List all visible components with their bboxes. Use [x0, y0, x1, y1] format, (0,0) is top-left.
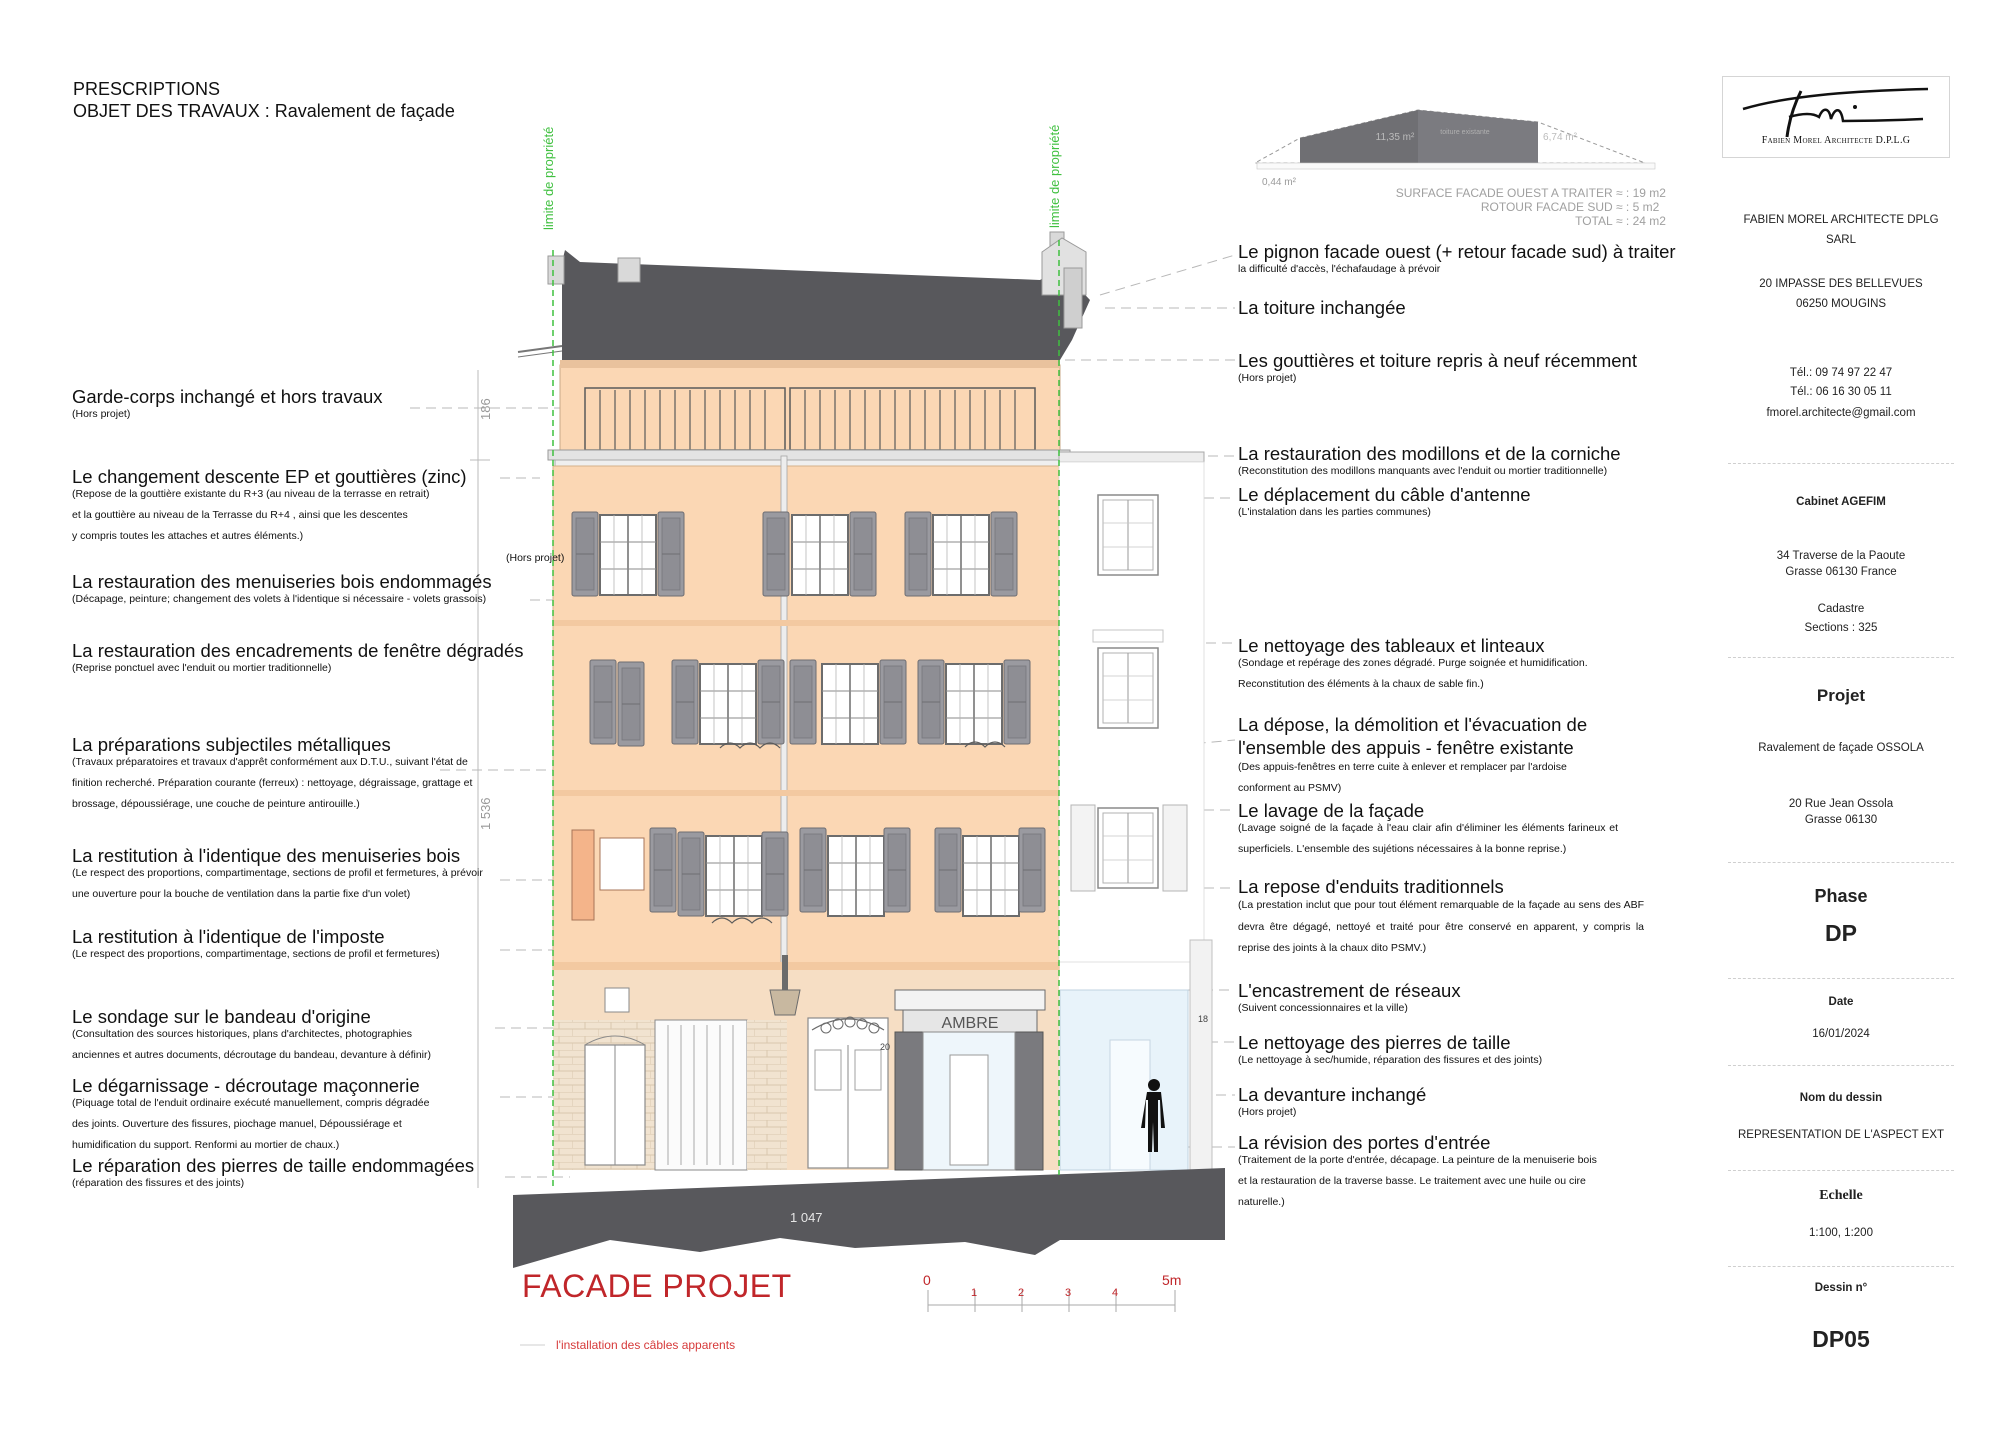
client-name: Cabinet AGEFIM	[1796, 496, 1886, 508]
right-label-9-title: La repose d'enduits traditionnels	[1238, 876, 1504, 897]
drawing-no: DP05	[1812, 1326, 1870, 1352]
divider	[1728, 1266, 1954, 1267]
left-label-8-sub-2: anciennes et autres documents, décroutage du bandeau, devanture à définir)	[72, 1049, 431, 1061]
header-line-1: PRESCRIPTIONS	[73, 79, 221, 99]
street-number-left: 20	[880, 1042, 891, 1052]
left-label-1-title: Garde-corps inchangé et hors travaux	[72, 386, 383, 407]
dim-top-height: 186	[478, 398, 493, 420]
scale-tick-1: 1	[971, 1287, 978, 1299]
left-label-3-sub-1: (Décapage, peinture; changement des volets à l'identique si nécessaire - volets grassois)	[72, 593, 487, 605]
scale-bar	[923, 1272, 1181, 1312]
left-label-2-sub-3: y compris toutes les attaches et autres éléments.)	[72, 530, 304, 542]
left-label-4-sub-1: (Reprise ponctuel avec l'enduit ou mortier traditionnelle)	[72, 662, 332, 674]
cadastre-sections: Sections : 325	[1804, 622, 1878, 634]
left-label-8-sub-1: (Consultation des sources historiques, plans d'architectes, photographies	[72, 1028, 412, 1040]
architect-logo	[1722, 76, 1950, 158]
left-label-2-sub-2: et la gouttière au niveau de la Terrasse du R+4 , ainsi que les descentes	[72, 509, 408, 521]
divider	[1728, 978, 1954, 979]
right-label-2-title: La toiture inchangée	[1238, 297, 1406, 318]
right-label-10-sub-1: (Suivent concessionnaires et la ville)	[1238, 1002, 1408, 1014]
date-label: Date	[1828, 996, 1854, 1008]
right-label-13-title: La révision des portes d'entrée	[1238, 1132, 1491, 1153]
right-label-1-sub-1: la difficulté d'accès, l'échafaudage à prévoir	[1238, 263, 1441, 275]
right-label-12-sub-1: (Hors projet)	[1238, 1106, 1297, 1118]
left-label-9-sub-2: des joints. Ouverture des fissures, piochage manuel, Dépoussiérage et	[72, 1118, 402, 1130]
firm-tel-2: Tél.: 06 16 30 05 11	[1790, 386, 1892, 398]
drawing-name-label: Nom du dessin	[1799, 1092, 1883, 1104]
left-label-9-title: Le dégarnissage - décroutage maçonnerie	[72, 1075, 420, 1096]
right-label-7-sub-2: conforment au PSMV)	[1238, 782, 1342, 794]
dim-facade-height: 1 536	[478, 797, 493, 830]
scale-value: 1:100, 1:200	[1809, 1227, 1873, 1239]
left-label-5-sub-3: brossage, dépoussiérage, une couche de peinture antirouille.)	[72, 798, 360, 810]
right-label-8-sub-1: (Lavage soigné de la façade à l'eau clair afin d'éliminer les éléments farineux et superficiels. L'ensemble des sujétions nécessaires à la bonne reprise.)	[1238, 822, 1618, 855]
right-label-4-sub-1: (Reconstitution des modillons manquants avec l'enduit ou mortier traditionnelle)	[1238, 465, 1608, 477]
surface-table	[1380, 186, 1690, 228]
right-label-4-title: La restauration des modillons et de la corniche	[1238, 443, 1621, 464]
street-width-dim: 1 047	[790, 1210, 823, 1225]
drawing-title: FACADE PROJET	[522, 1268, 792, 1304]
phase-label: Phase	[1814, 886, 1868, 906]
projet-label: Projet	[1816, 686, 1866, 705]
roof-slope-label: toiture existante	[1440, 129, 1490, 136]
roof-area-left: 11,35 m²	[1375, 132, 1415, 143]
left-label-2-title: Le changement descente EP et gouttières (zinc)	[72, 466, 467, 487]
right-label-13-sub-1: (Traitement de la porte d'entrée, décapage. La peinture de la menuiserie bois	[1238, 1154, 1597, 1166]
left-label-3-title: La restauration des menuiseries bois endommagés	[72, 571, 492, 592]
client-address-2: Grasse 06130 France	[1785, 566, 1897, 578]
left-label-9-sub-3: humidification du support. Renformi au mortier de chaux.)	[72, 1139, 340, 1151]
left-label-5-sub-1: (Travaux préparatoires et travaux d'apprêt conformément aux D.T.U., suivant l'état de	[72, 756, 468, 768]
projet-address-1: 20 Rue Jean Ossola	[1788, 798, 1894, 810]
right-label-12-title: La devanture inchangé	[1238, 1084, 1427, 1105]
right-label-13-sub-2: et la restauration de la traverse basse. Le traitement avec une huile ou cire	[1238, 1175, 1586, 1187]
right-label-6-sub-2: Reconstitution des éléments à la chaux de sable fin.)	[1238, 678, 1484, 690]
divider	[1728, 1065, 1954, 1066]
legend-note: l'installation des câbles apparents	[556, 1338, 736, 1352]
firm-address-1: 20 IMPASSE DES BELLEVUES	[1759, 278, 1923, 290]
property-limit-left: limite de propriété	[541, 126, 556, 230]
header-line-2: OBJET DES TRAVAUX : Ravalement de façade	[73, 101, 455, 121]
surface-row-total: TOTAL ≈ : 24 m2	[1575, 214, 1666, 228]
client-address-1: 34 Traverse de la Paoute	[1776, 550, 1906, 562]
right-label-6-title: Le nettoyage des tableaux et linteaux	[1238, 635, 1545, 656]
cadastre-label: Cadastre	[1817, 603, 1865, 615]
right-label-10-title: L'encastrement de réseaux	[1238, 980, 1461, 1001]
left-label-6-sub-1: (Le respect des proportions, compartimentage, sections de profil et fermetures, à prévoir	[72, 867, 483, 879]
scale-tick-0: 0	[923, 1272, 931, 1288]
surface-row-west: SURFACE FACADE OUEST A TRAITER ≈ : 19 m2	[1395, 186, 1666, 200]
left-label-5-sub-2: finition recherché. Préparation courante (ferreux) : nettoyage, dégraissage, grattage et	[72, 777, 473, 789]
right-label-7-title-2: l'ensemble des appuis - fenêtre existante	[1238, 737, 1574, 758]
right-label-11-title: Le nettoyage des pierres de taille	[1238, 1032, 1511, 1053]
street-number-right: 18	[1198, 1014, 1209, 1024]
roof-area-right: 6,74 m²	[1543, 132, 1577, 143]
scale-tick-4: 4	[1112, 1287, 1119, 1299]
scale-tick-5: 5m	[1162, 1272, 1182, 1288]
right-label-3-sub-1: (Hors projet)	[1238, 372, 1297, 384]
left-label-1-sub-1: (Hors projet)	[72, 408, 131, 420]
left-label-7-sub-1: (Le respect des proportions, compartimentage, sections de profil et fermetures)	[72, 948, 440, 960]
right-label-6-sub-1: (Sondage et repérage des zones dégradé. Purge soignée et humidification.	[1238, 657, 1588, 669]
scale-tick-3: 3	[1065, 1287, 1072, 1299]
right-label-9-sub-1: (La prestation inclut que pour tout élément remarquable de la façade au sens des ABF devra être dégagé, nettoyé et traité pour être conservé en apparent, y compris la reprise des joints à la chaux dito PSMV.)	[1238, 899, 1644, 954]
phase-value: DP	[1825, 920, 1857, 946]
hors-projet-note: (Hors projet)	[506, 552, 565, 564]
projet-address-2: Grasse 06130	[1804, 814, 1878, 826]
right-label-5-sub-1: (L'instalation dans les parties communes)	[1238, 506, 1431, 518]
divider	[1728, 862, 1954, 863]
drawing-no-label: Dessin n°	[1814, 1282, 1868, 1294]
left-label-8-title: Le sondage sur le bandeau d'origine	[72, 1006, 371, 1027]
shop-sign: AMBRE	[941, 1015, 999, 1032]
left-label-9-sub-1: (Piquage total de l'enduit ordinaire exécuté manuellement, compris dégradée	[72, 1097, 430, 1109]
property-limit-right: limite de propriété	[1047, 124, 1062, 228]
logo-caption: Fabien Morel Architecte D.P.L.G	[1761, 135, 1911, 146]
right-label-8-title: Le lavage de la façade	[1238, 800, 1425, 821]
left-label-5-title: La préparations subjectiles métalliques	[72, 734, 391, 755]
divider	[1728, 1170, 1954, 1171]
roof-area-small: 0,44 m²	[1262, 177, 1296, 188]
drawing-name: REPRESENTATION DE L'ASPECT EXT	[1737, 1129, 1945, 1141]
left-label-6-sub-2: une ouverture pour la bouche de ventilation dans la partie fixe d'un volet)	[72, 888, 411, 900]
divider	[1728, 463, 1954, 464]
firm-email: fmorel.architecte@gmail.com	[1766, 407, 1916, 419]
right-label-7-sub-1: (Des appuis-fenêtres en terre cuite à enlever et remplacer par l'ardoise	[1238, 761, 1567, 773]
date-value: 16/01/2024	[1812, 1028, 1870, 1040]
left-label-6-title: La restitution à l'identique des menuiseries bois	[72, 845, 461, 866]
firm-tel-1: Tél.: 09 74 97 22 47	[1789, 367, 1893, 379]
left-label-4-title: La restauration des encadrements de fenêtre dégradés	[72, 640, 524, 661]
firm-address-2: 06250 MOUGINS	[1795, 298, 1887, 310]
surface-row-south: ROTOUR FACADE SUD ≈ : 5 m2	[1480, 200, 1660, 214]
right-label-1-title: Le pignon facade ouest (+ retour facade sud) à traiter	[1238, 241, 1676, 262]
firm-type: SARL	[1825, 234, 1857, 246]
right-label-13-sub-3: naturelle.)	[1238, 1196, 1285, 1208]
divider	[1728, 657, 1954, 658]
right-label-3-title: Les gouttières et toiture repris à neuf récemment	[1238, 350, 1637, 371]
projet-name: Ravalement de façade OSSOLA	[1758, 742, 1924, 754]
left-label-2-sub-1: (Repose de la gouttière existante du R+3 (au niveau de la terrasse en retrait)	[72, 488, 430, 500]
left-label-10-title: Le réparation des pierres de taille endommagées	[72, 1155, 475, 1176]
firm-name: FABIEN MOREL ARCHITECTE DPLG	[1743, 214, 1939, 226]
scale-tick-2: 2	[1018, 1287, 1025, 1299]
left-label-7-title: La restitution à l'identique de l'imposte	[72, 926, 385, 947]
scale-label: Echelle	[1819, 1188, 1863, 1203]
left-label-10-sub-1: (réparation des fissures et des joints)	[72, 1177, 245, 1189]
right-label-11-sub-1: (Le nettoyage à sec/humide, réparation des fissures et des joints)	[1238, 1054, 1543, 1066]
right-label-5-title: Le déplacement du câble d'antenne	[1238, 484, 1531, 505]
right-label-7-title: La dépose, la démolition et l'évacuation de	[1238, 714, 1588, 735]
